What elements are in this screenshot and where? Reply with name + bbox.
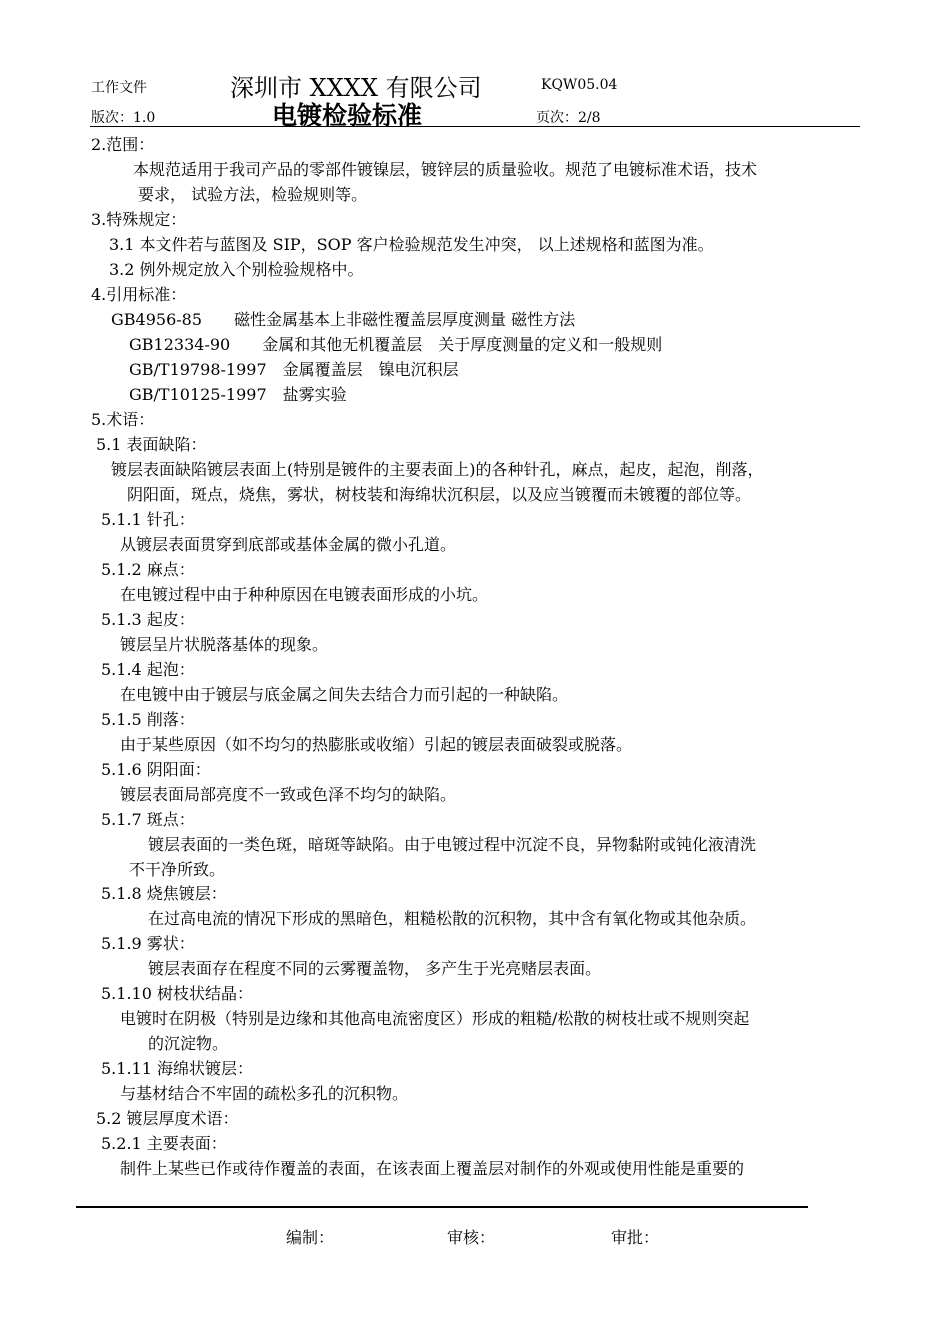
body-line: 5.1.3 起皮： bbox=[101, 610, 195, 629]
body-line: 5.1.1 针孔： bbox=[101, 510, 195, 529]
body-line: 镀层呈片状脱落基体的现象。 bbox=[120, 635, 329, 654]
body-line: 由于某些原因（如不均匀的热膨胀或收缩）引起的镀层表面破裂或脱落。 bbox=[120, 735, 633, 754]
body-line: 与基材结合不牢固的疏松多孔的沉积物。 bbox=[120, 1084, 409, 1103]
compiled-by-label: 编制： bbox=[286, 1228, 335, 1247]
page-number: 页次：2/8 bbox=[536, 110, 601, 126]
body-line: 5.1.6 阴阳面： bbox=[101, 760, 211, 779]
body-line: 3.2 例外规定放入个别检验规格中。 bbox=[109, 260, 364, 279]
doc-type-label: 工作文件 bbox=[91, 80, 147, 96]
body-line: 电镀时在阴极（特别是边缘和其他高电流密度区）形成的粗糙/松散的树枝壮或不规则突起 bbox=[120, 1009, 750, 1028]
body-line: 要求， 试验方法，检验规则等。 bbox=[138, 185, 368, 204]
body-line: 5.1.11 海绵状镀层： bbox=[101, 1059, 253, 1078]
body-line: 在电镀中由于镀层与底金属之间失去结合力而引起的一种缺陷。 bbox=[120, 685, 569, 704]
company-name: 深圳市 XXXX 有限公司 bbox=[230, 74, 482, 102]
body-line: 镀层表面缺陷镀层表面上(特别是镀件的主要表面上)的各种针孔，麻点，起皮，起泡，削落， bbox=[111, 460, 764, 479]
body-line: 5.1.8 烧焦镀层： bbox=[101, 884, 227, 903]
header-divider bbox=[90, 126, 860, 127]
approved-by-label: 审批： bbox=[611, 1228, 660, 1247]
body-line: 制件上某些已作或待作覆盖的表面，在该表面上覆盖层对制作的外观或使用性能是重要的 bbox=[120, 1159, 745, 1178]
body-line: 阴阳面，斑点，烧焦，雾状，树枝装和海绵状沉积层，以及应当镀覆而未镀覆的部位等。 bbox=[127, 485, 752, 504]
document-title: 电镀检验标准 bbox=[272, 101, 423, 130]
version-label: 版次：1.0 bbox=[91, 110, 156, 126]
body-line: 镀层表面存在程度不同的云雾覆盖物， 多产生于光亮赌层表面。 bbox=[148, 959, 602, 978]
body-line: 5.1.7 斑点： bbox=[101, 810, 195, 829]
body-line: GB12334-90 金属和其他无机覆盖层 关于厚度测量的定义和一般规则 bbox=[129, 335, 663, 354]
body-line: 5.1.4 起泡： bbox=[101, 660, 195, 679]
body-line: 从镀层表面贯穿到底部或基体金属的微小孔道。 bbox=[120, 535, 457, 554]
body-line: 5.术语： bbox=[91, 410, 155, 429]
body-line: 5.1.5 削落： bbox=[101, 710, 195, 729]
body-line: 在电镀过程中由于种种原因在电镀表面形成的小坑。 bbox=[120, 585, 489, 604]
doc-code: KQW05.04 bbox=[541, 77, 618, 93]
body-line: 5.1.10 树枝状结晶： bbox=[101, 984, 253, 1003]
body-line: 在过高电流的情况下形成的黑暗色，粗糙松散的沉积物，其中含有氧化物或其他杂质。 bbox=[148, 909, 757, 928]
body-line: 2.范围： bbox=[91, 135, 155, 154]
body-line: 5.1.2 麻点： bbox=[101, 560, 195, 579]
body-line: 5.2 镀层厚度术语： bbox=[96, 1109, 239, 1128]
body-line: 5.1.9 雾状： bbox=[101, 934, 195, 953]
body-line: 不干净所致。 bbox=[129, 860, 226, 879]
body-line: 5.2.1 主要表面： bbox=[101, 1134, 227, 1153]
body-line: 3.特殊规定： bbox=[91, 210, 187, 229]
reviewed-by-label: 审核： bbox=[447, 1228, 496, 1247]
body-line: 本规范适用于我司产品的零部件镀镍层，镀锌层的质量验收。规范了电镀标准术语，技术 bbox=[133, 160, 758, 179]
body-line: GB4956-85 磁性金属基本上非磁性覆盖层厚度测量 磁性方法 bbox=[111, 310, 576, 329]
body-line: 镀层表面局部亮度不一致或色泽不均匀的缺陷。 bbox=[120, 785, 457, 804]
body-line: 镀层表面的一类色斑，暗斑等缺陷。由于电镀过程中沉淀不良，异物黏附或钝化液清洗 bbox=[148, 835, 757, 854]
body-line: GB/T10125-1997 盐雾实验 bbox=[129, 385, 347, 404]
body-line: 4.引用标准： bbox=[91, 285, 187, 304]
body-line: 5.1 表面缺陷： bbox=[96, 435, 207, 454]
body-line: 3.1 本文件若与蓝图及 SIP，SOP 客户检验规范发生冲突， 以上述规格和蓝图为准。 bbox=[109, 235, 714, 254]
body-line: GB/T19798-1997 金属覆盖层 镍电沉积层 bbox=[129, 360, 459, 379]
body-line: 的沉淀物。 bbox=[148, 1034, 229, 1053]
footer-divider bbox=[76, 1206, 808, 1208]
